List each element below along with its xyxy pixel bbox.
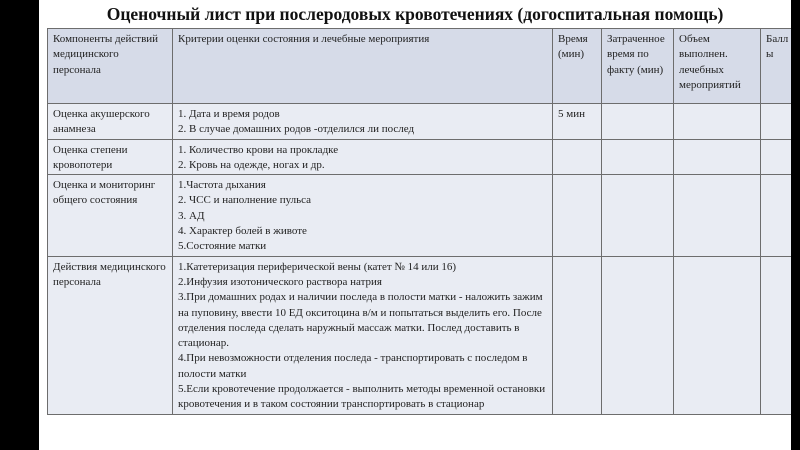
criteria-line: 2. В случае домашних родов -отделился ли послед xyxy=(178,123,415,136)
criteria-line: 3. АД xyxy=(178,209,205,222)
criteria-cell xyxy=(173,256,553,414)
actual-time-cell[interactable] xyxy=(602,139,674,175)
component-cell: Оценка акушерского анамнеза xyxy=(48,104,173,140)
criteria-cell xyxy=(173,139,553,175)
volume-cell[interactable] xyxy=(674,139,761,175)
criteria-line: 1.Частота дыхания xyxy=(178,179,266,192)
component-cell: Действия медицинского персонала xyxy=(48,256,173,414)
table-row xyxy=(48,175,792,256)
criteria-cell xyxy=(173,175,553,256)
criteria-line: 3.При домашних родах и наличии последа в полости матки - наложить зажим на пуповину, ввести 10 ЕД окситоцина в/м и попытаться выделить его. После отделения последа сделать наружный массаж матки. Послед доставить в стационар. xyxy=(178,291,543,350)
criteria-line: 4. Характер болей в животе xyxy=(178,225,307,238)
criteria-cell xyxy=(173,104,553,140)
assessment-table xyxy=(47,28,791,415)
criteria-line: 4.При невозможности отделения последа - транспортировать с последом в полости матки xyxy=(178,352,528,380)
header-cell-score: Баллы xyxy=(761,29,792,104)
criteria-line: 1. Количество крови на прокладке xyxy=(178,143,339,156)
component-cell: Оценка и мониторинг общего состояния xyxy=(48,175,173,256)
criteria-line: 5.Если кровотечение продолжается - выполнить методы временной остановки кровотечения и в таком состоянии транспортировать в стационар xyxy=(178,383,546,411)
right-frame-bar xyxy=(791,0,800,450)
score-cell[interactable] xyxy=(761,139,792,175)
time-cell xyxy=(553,139,602,175)
actual-time-cell[interactable] xyxy=(602,175,674,256)
table-row xyxy=(48,104,792,140)
criteria-line: 1.Катетеризация периферической вены (катет № 14 или 16) xyxy=(178,260,457,273)
score-cell[interactable] xyxy=(761,104,792,140)
header-cell-criteria: Критерии оценки состояния и лечебные мероприятия xyxy=(173,29,553,104)
page-title: Оценочный лист при послеродовых кровотечениях (догоспитальная помощь) xyxy=(106,4,724,24)
volume-cell[interactable] xyxy=(674,104,761,140)
score-cell[interactable] xyxy=(761,175,792,256)
component-cell: Оценка степени кровопотери xyxy=(48,139,173,175)
actual-time-cell[interactable] xyxy=(602,256,674,414)
table-header-row xyxy=(48,29,792,104)
assessment-sheet xyxy=(39,28,791,450)
criteria-line: 2. ЧСС и наполнение пульса xyxy=(178,194,312,207)
header-cell-components: Компоненты действий медицинского персонала xyxy=(48,29,173,104)
header-cell-actual-time: Затраченное время по факту (мин) xyxy=(602,29,674,104)
criteria-line: 2. Кровь на одежде, ногах и др. xyxy=(178,158,325,171)
actual-time-cell[interactable] xyxy=(602,104,674,140)
criteria-line: 1. Дата и время родов xyxy=(178,108,280,120)
left-frame-bar xyxy=(0,0,39,450)
time-cell xyxy=(553,256,602,414)
score-cell[interactable] xyxy=(761,256,792,414)
time-cell xyxy=(553,175,602,256)
header-cell-volume: Объем выполнен. лечебных мероприятий xyxy=(674,29,761,104)
volume-cell[interactable] xyxy=(674,256,761,414)
criteria-line: 5.Состояние матки xyxy=(178,240,267,253)
header-cell-time: Время (мин) xyxy=(553,29,602,104)
volume-cell[interactable] xyxy=(674,175,761,256)
time-cell: 5 мин xyxy=(553,104,602,140)
table-row xyxy=(48,139,792,175)
table-row xyxy=(48,256,792,414)
criteria-line: 2.Инфузия изотонического раствора натрия xyxy=(178,275,382,288)
